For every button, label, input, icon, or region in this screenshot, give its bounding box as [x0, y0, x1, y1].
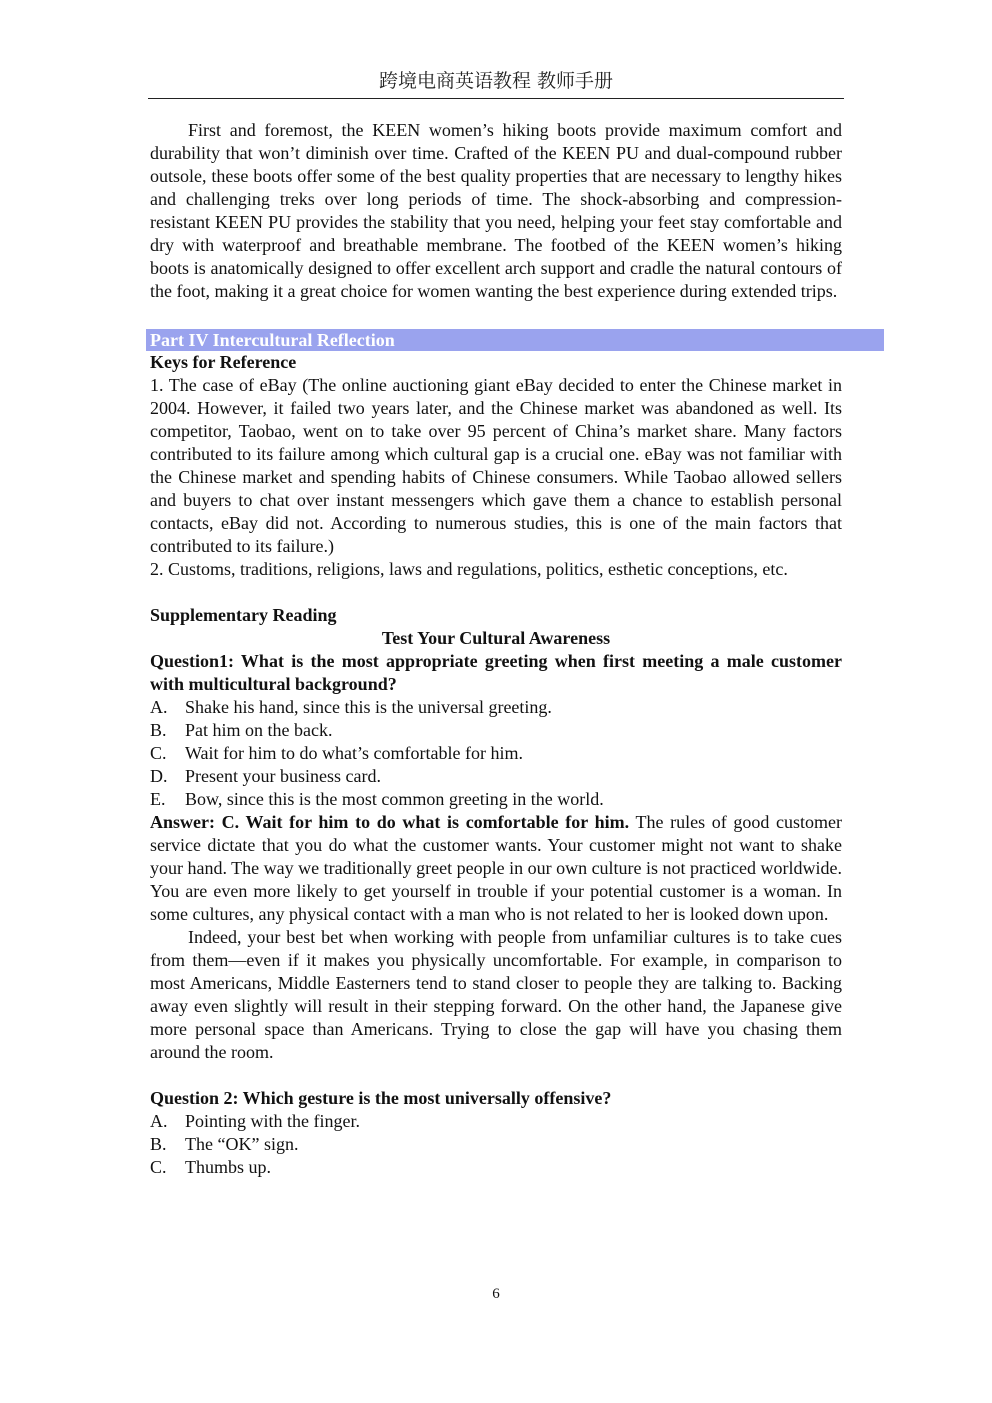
option-text: Bow, since this is the most common greeting in the world. [185, 789, 604, 809]
option-item [150, 719, 842, 742]
option-letter: C. [150, 743, 167, 763]
option-item [150, 788, 842, 811]
quiz-title: Test Your Cultural Awareness [381, 628, 611, 648]
answer-1-text: The rules of good customer service dictate that you do what the customer wants. Your customer might not want to shake your hand. The way we traditionally greet people in our own culture is not practiced worldwide. You are even more likely to get yourself in trouble if your potential customer is a woman. In some cultures, any physical contact with a man who is not related to her is looked down upon. [150, 812, 842, 924]
section-bar-part4: Part IV Intercultural Reflection [146, 329, 884, 351]
option-text: Pat him on the back. [185, 720, 333, 740]
supplementary-heading: Supplementary Reading [150, 605, 337, 625]
answer-1-explanation: Indeed, your best bet when working with people from unfamiliar cultures is to take cues from them—even if it makes you physically uncomfortable. For example, in comparison to most Americans, Middle Easterners tend to stand closer to people they are talking to. Backing away even slightly will result in their stepping forward. On the other hand, the Japanese give more personal space than Americans. Trying to close the gap will have you chasing them around the room. [150, 927, 842, 1062]
page-header: 跨境电商英语教程 教师手册 [148, 66, 844, 99]
option-letter: C. [150, 1157, 167, 1177]
answer-1-label: Answer: C. Wait for him to do what is comfortable for him. [150, 812, 630, 832]
spacer [150, 1064, 842, 1087]
question-2: Question 2: Which gesture is the most universally offensive? [150, 1088, 612, 1108]
page-number: 6 [492, 1286, 500, 1302]
keys-heading: Keys for Reference [150, 352, 297, 372]
option-item [150, 765, 842, 788]
option-letter: B. [150, 1134, 167, 1154]
option-item [150, 1110, 842, 1133]
option-text: The “OK” sign. [185, 1134, 299, 1154]
option-letter: B. [150, 720, 167, 740]
question-2-options [150, 1110, 842, 1179]
option-item [150, 1156, 842, 1179]
option-item [150, 696, 842, 719]
option-text: Present your business card. [185, 766, 381, 786]
key-answer-2: 2. Customs, traditions, religions, laws and regulations, politics, esthetic conceptions, etc. [150, 559, 788, 579]
option-item [150, 1133, 842, 1156]
option-letter: D. [150, 766, 168, 786]
intro-paragraph: First and foremost, the KEEN women’s hiking boots provide maximum comfort and durability that won’t diminish over time. Crafted of the KEEN PU and dual-compound rubber outsole, these boots offer some of the best quality properties that are necessary to lengthy hikes and challenging treks over long periods of time. The shock-absorbing and compression-resistant KEEN PU provides the stability that you need, helping your feet stay comfortable and dry with waterproof and breathable membrane. The footbed of the KEEN women’s hiking boots is anatomically designed to offer excellent arch support and cradle the natural contours of the foot, making it a great choice for women wanting the best experience during extended trips. [150, 120, 842, 301]
key-answer-1: 1. The case of eBay (The online auctioning giant eBay decided to enter the Chinese market in 2004. However, it failed two years later, and the Chinese market was abandoned as well. Its competitor, Taobao, went on to take over 95 percent of China’s market share. Many factors contributed to its failure among which cultural gap is a crucial one. eBay was not familiar with the Chinese market and spending habits of Chinese consumers. While Taobao allowed sellers and buyers to chat over instant messengers which gave them a chance to establish personal contacts, eBay did not. According to numerous studies, this is one of the main factors that contributed to its failure.) [150, 375, 842, 556]
option-text: Wait for him to do what’s comfortable for him. [185, 743, 523, 763]
page-content [150, 119, 842, 1179]
option-text: Pointing with the finger. [185, 1111, 360, 1131]
spacer [150, 581, 842, 604]
question-1-options [150, 696, 842, 811]
option-item [150, 742, 842, 765]
option-letter: A. [150, 1111, 168, 1131]
option-text: Thumbs up. [185, 1157, 272, 1177]
option-letter: A. [150, 697, 168, 717]
answer-1 [150, 811, 842, 926]
option-letter: E. [150, 789, 166, 809]
option-text: Shake his hand, since this is the universal greeting. [185, 697, 552, 717]
question-1: Question1: What is the most appropriate greeting when first meeting a male customer with multicultural background? [150, 651, 842, 694]
